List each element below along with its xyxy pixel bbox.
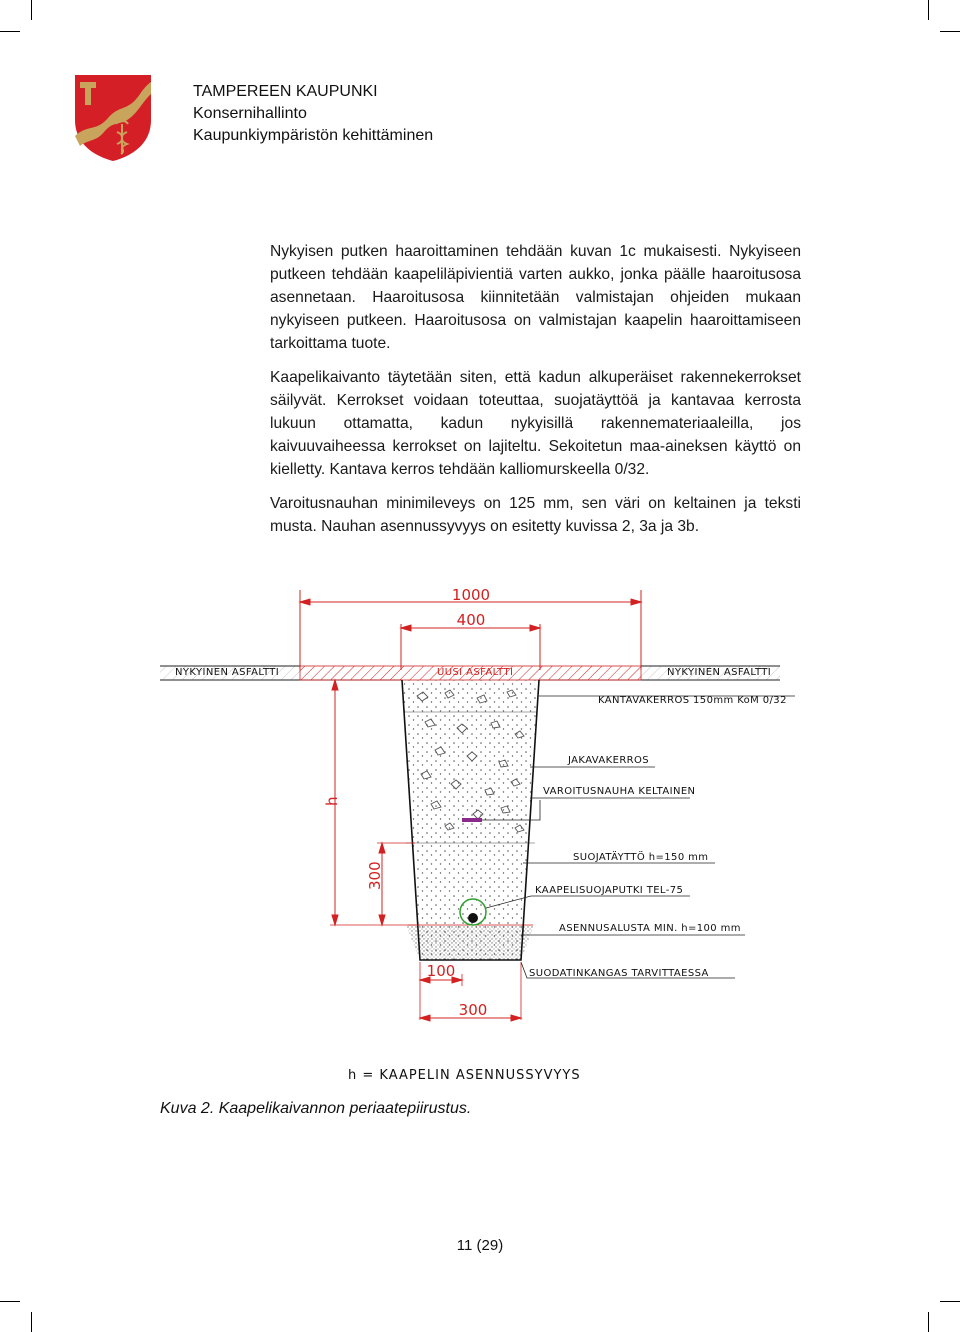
dimension-1000: 1000 bbox=[451, 586, 491, 604]
paragraph-text: Kaapelikaivanto täytetään siten, että kadun alkuperäiset rakennekerrokset säilyvät. Kerrokset voidaan toteuttaa, suojatäyttöä ja kantavaa kerrosta lukuun ottamatta, kadun nykyisillä rakennemateriaaleilla, jos kaivuuvaiheessa kerrokset on lajiteltu. Sekoitetun maa-aineksen käyttö on kielletty. Kantava kerros tehdään kalliomurskeella 0/32. bbox=[270, 369, 801, 478]
dimension-400: 400 bbox=[456, 611, 486, 629]
paragraph-1 bbox=[270, 240, 801, 355]
label-existing-asphalt-right: NYKYINEN ASFALTTI bbox=[667, 667, 772, 678]
dimension-300-bottom: 300 bbox=[458, 1001, 488, 1019]
crop-mark bbox=[31, 0, 32, 20]
label-base-course: KANTAVAKERROS 150mm KoM 0/32 bbox=[598, 695, 787, 706]
crop-mark bbox=[940, 31, 960, 32]
label-existing-asphalt-left: NYKYINEN ASFALTTI bbox=[175, 667, 280, 678]
department-name: Konsernihallinto bbox=[193, 105, 307, 122]
legend-installation-depth: h = KAAPELIN ASENNUSSYVYYS bbox=[348, 1068, 581, 1083]
crop-mark bbox=[928, 1312, 929, 1332]
label-filter-fabric: SUODATINKANGAS TARVITTAESSA bbox=[529, 968, 709, 979]
warning-tape bbox=[462, 818, 482, 822]
crop-mark bbox=[940, 1301, 960, 1302]
label-warning-tape: VAROITUSNAUHA KELTAINEN bbox=[543, 786, 696, 797]
paragraph-text: Nykyisen putken haaroittaminen tehdään kuvan 1c mukaisesti. Nykyiseen putkeen tehdään kaapeliläpivientiä varten aukko, jonka päälle haaroitusosa asennetaan. Haaroitusosa kiinnitetään valmistajan ohjeiden mukaan nykyiseen putkeen. Haaroitusosa on valmistajan kaapelin haaroittamiseen tarkoittama tuote. bbox=[270, 243, 801, 352]
crop-mark bbox=[0, 31, 20, 32]
label-new-asphalt: UUSI ASFALTTI bbox=[437, 667, 514, 678]
organization-name: TAMPEREEN KAUPUNKI bbox=[193, 83, 378, 100]
figure-caption: Kuva 2. Kaapelikaivannon periaatepiirustus. bbox=[160, 1100, 472, 1117]
bedding-layer bbox=[406, 925, 534, 960]
trench-cross-section-drawing bbox=[155, 578, 815, 1090]
label-distribution-layer: JAKAVAKERROS bbox=[568, 755, 650, 766]
paragraph-text: Varoitusnauhan minimileveys on 125 mm, sen väri on keltainen ja teksti musta. Nauhan asennussyvyys on esitetty kuvissa 2, 3a ja 3b. bbox=[270, 495, 801, 535]
crop-mark bbox=[31, 1312, 32, 1332]
unit-name: Kaupunkiympäristön kehittäminen bbox=[193, 127, 434, 144]
coat-of-arms-logo bbox=[74, 74, 152, 162]
paragraph-3 bbox=[270, 492, 801, 538]
label-protective-fill: SUOJATÄYTTÖ h=150 mm bbox=[573, 852, 709, 863]
dimension-h: h bbox=[323, 796, 341, 806]
label-cable-duct: KAAPELISUOJAPUTKI TEL-75 bbox=[535, 885, 684, 896]
dimension-300-vertical: 300 bbox=[366, 861, 384, 890]
page-number: 11 (29) bbox=[456, 1237, 504, 1254]
crop-mark bbox=[0, 1301, 20, 1302]
document-header bbox=[193, 81, 433, 147]
cable-core bbox=[468, 913, 478, 923]
label-bedding: ASENNUSALUSTA MIN. h=100 mm bbox=[559, 923, 741, 934]
dimension-100-bottom: 100 bbox=[426, 962, 456, 980]
paragraph-2 bbox=[270, 366, 801, 481]
crop-mark bbox=[928, 0, 929, 20]
